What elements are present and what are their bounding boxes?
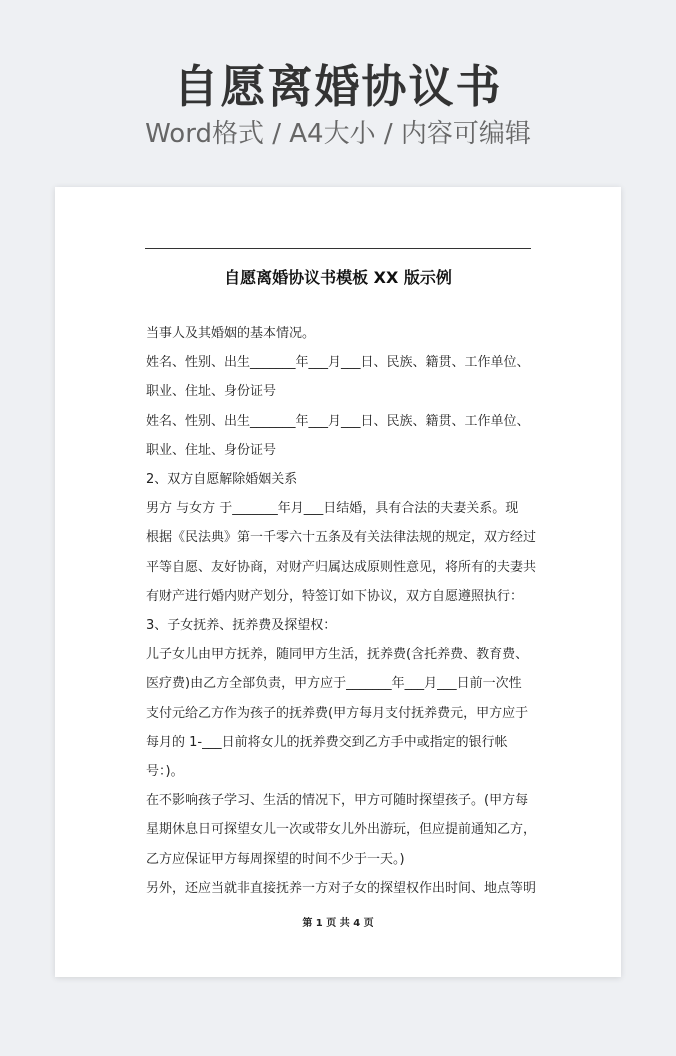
body-line: 根据《民法典》第一千零六十五条及有关法律法规的规定，双方经过 [146,530,537,546]
body-line: 姓名、性别、出生_______年___月___日、民族、籍贯、工作单位、 [146,413,530,429]
body-line: 在不影响孩子学习、生活的情况下，甲方可随时探望孩子。(甲方每 [146,793,529,809]
body-line: 有财产进行婚内财产划分，特签订如下协议，双方自愿遵照执行： [146,588,524,604]
body-line: 姓名、性别、出生_______年___月___日、民族、籍贯、工作单位、 [146,355,530,371]
body-line: 2、双方自愿解除婚姻关系 [146,472,298,488]
body-line: 职业、住址、身份证号 [146,442,277,458]
body-line: 儿子女儿由甲方抚养，随同甲方生活，抚养费(含托养费、教育费、 [146,647,529,663]
banner-title: 自愿离婚协议书 [173,60,503,113]
document-body [146,319,538,903]
body-line: 乙方应保证甲方每周探望的时间不少于一天。) [146,851,405,867]
body-line: 当事人及其婚姻的基本情况。 [146,326,316,341]
body-line: 男方 与女方 于_______年月___日结婚，具有合法的夫妻关系。现 [146,501,519,517]
page-number: 第 1 页 共 4 页 [302,918,374,929]
body-line: 星期休息日可探望女儿一次或带女儿外出游玩，但应提前通知乙方， [146,822,537,838]
document-title: 自愿离婚协议书模板 XX 版示例 [224,268,452,287]
body-line: 3、子女抚养、抚养费及探望权： [146,618,337,634]
body-line: 号：)。 [146,764,184,780]
body-line: 医疗费)由乙方全部负责，甲方应于_______年___月___日前一次性 [146,676,522,692]
body-line: 另外，还应当就非直接抚养一方对子女的探望权作出时间、地点等明 [146,880,537,896]
header-rule [145,248,531,249]
body-line: 每月的 1-___日前将女儿的抚养费交到乙方手中或指定的银行帐 [146,734,508,750]
body-line: 支付元给乙方作为孩子的抚养费(甲方每月支付抚养费元，甲方应于 [146,705,529,721]
document-page [55,187,621,977]
banner-subtitle: Word格式 / A4大小 / 内容可编辑 [145,119,531,149]
body-line: 平等自愿、友好协商，对财产归属达成原则性意见，将所有的夫妻共 [146,559,537,575]
body-line: 职业、住址、身份证号 [146,384,277,400]
